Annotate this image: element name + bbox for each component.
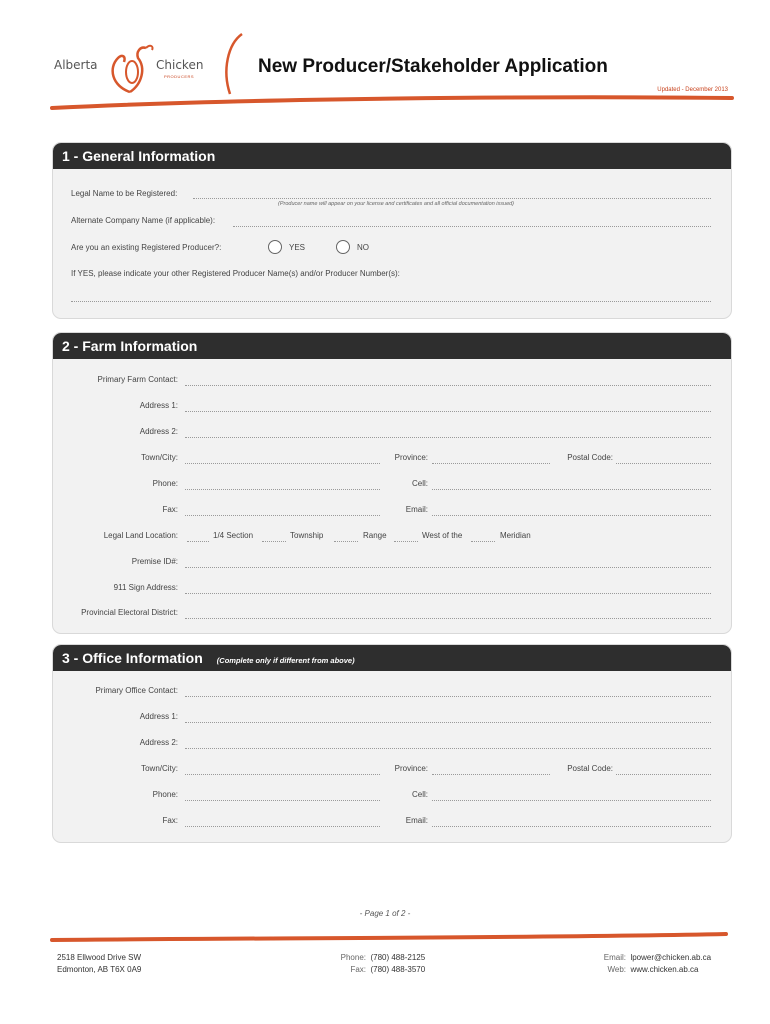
no-label: NO [357,243,369,252]
township-label: Township [290,531,324,540]
office-address2-field[interactable] [185,748,711,749]
if-yes-label: If YES, please indicate your other Registered Producer Name(s) and/or Producer Number(s): [71,269,400,278]
legal-name-hint: (Producer name will appear on your license and certificates and all official documentation issued) [278,201,515,207]
office-address1-label: Address 1: [139,712,178,721]
office-town-field[interactable] [185,774,380,775]
email-label: Email: [603,953,626,962]
west-of-label: West of the [422,531,463,540]
farm-address2-label: Address 2: [139,427,178,436]
page-title: New Producer/Stakeholder Application [258,56,608,77]
premise-id-label: Premise ID#: [131,557,178,566]
alternate-company-field[interactable] [233,226,711,227]
range-label: Range [363,531,387,540]
farm-fax-field[interactable] [185,515,380,516]
footer-phone-fax [330,952,425,976]
logo-text-right: Chicken [156,58,204,72]
farm-province-label: Province: [394,453,428,462]
office-cell-label: Cell: [411,790,428,799]
section-note: (Complete only if different from above) [216,656,355,665]
meridian-label: Meridian [500,531,531,540]
office-email-field[interactable] [432,826,711,827]
primary-office-contact-label: Primary Office Contact: [95,686,178,695]
office-address2-label: Address 2: [139,738,178,747]
footer-contact [590,952,711,976]
office-province-field[interactable] [432,774,550,775]
section-heading-text: 2 - Farm Information [62,338,198,354]
yes-label: YES [289,243,306,252]
section-heading [53,333,731,359]
office-phone-label: Phone: [152,790,178,799]
primary-office-contact-field[interactable] [185,696,711,697]
primary-farm-contact-field[interactable] [185,385,711,386]
primary-farm-contact-label: Primary Farm Contact: [97,375,178,384]
office-town-label: Town/City: [141,764,178,773]
farm-province-field[interactable] [432,463,550,464]
electoral-district-field[interactable] [185,618,711,619]
section-heading [53,645,731,671]
office-phone-field[interactable] [185,800,380,801]
no-radio[interactable] [336,240,350,254]
farm-email-field[interactable] [432,515,711,516]
logo-subtext: PRODUCERS [164,74,195,79]
farm-phone-field[interactable] [185,489,380,490]
farm-postal-label: Postal Code: [567,453,613,462]
alternate-company-label: Alternate Company Name (if applicable): [71,216,216,225]
fax-value: (780) 488-3570 [370,965,426,974]
farm-phone-label: Phone: [152,479,178,488]
other-producer-field[interactable] [71,301,711,302]
office-email-label: Email: [405,816,428,825]
office-postal-label: Postal Code: [567,764,613,773]
land-location-label: Legal Land Location: [103,531,178,540]
farm-cell-label: Cell: [411,479,428,488]
office-cell-field[interactable] [432,800,711,801]
quarter-section-field[interactable] [187,541,209,542]
farm-email-label: Email: [405,505,428,514]
yes-radio[interactable] [268,240,282,254]
address-line-1: 2518 Ellwood Drive SW [57,953,142,962]
section-heading-text: 1 - General Information [62,148,216,164]
premise-id-field[interactable] [185,567,711,568]
farm-address1-label: Address 1: [139,401,178,410]
office-fax-label: Fax: [162,816,178,825]
west-of-field-lead[interactable] [394,541,418,542]
office-fax-field[interactable] [185,826,380,827]
section-heading-text: 3 - Office Information [62,650,203,666]
farm-town-label: Town/City: [141,453,178,462]
legal-name-field[interactable] [193,198,711,199]
farm-town-field[interactable] [185,463,380,464]
section-general-information [52,142,732,319]
web-label: Web: [607,965,626,974]
address-line-2: Edmonton, AB T6X 0A9 [57,965,142,974]
web-link[interactable]: www.chicken.ab.ca [630,965,699,974]
phone-value: (780) 488-2125 [370,953,426,962]
farm-postal-field[interactable] [616,463,711,464]
farm-cell-field[interactable] [432,489,711,490]
office-province-label: Province: [394,764,428,773]
range-field-lead[interactable] [334,541,358,542]
farm-address1-field[interactable] [185,411,711,412]
office-postal-field[interactable] [616,774,711,775]
fax-label: Fax: [350,965,366,974]
quarter-section-label: 1/4 Section [213,531,254,540]
farm-address2-field[interactable] [185,437,711,438]
section-heading [53,143,731,169]
footer-address [57,952,141,976]
township-field-lead[interactable] [262,541,286,542]
electoral-district-label: Provincial Electoral District: [81,608,178,617]
office-address1-field[interactable] [185,722,711,723]
updated-date: Updated - December 2013 [657,87,728,93]
farm-fax-label: Fax: [162,505,178,514]
phone-label: Phone: [340,953,366,962]
logo-text-left: Alberta [54,58,98,72]
page-number: - Page 1 of 2 - [359,909,411,918]
footer-swoosh [50,930,730,944]
sign-address-label: 911 Sign Address: [113,583,178,592]
existing-producer-label: Are you an existing Registered Producer?: [71,243,222,252]
email-link[interactable]: lpower@chicken.ab.ca [630,953,712,962]
legal-name-label: Legal Name to be Registered: [71,189,178,198]
meridian-field-lead[interactable] [471,541,495,542]
sign-address-field[interactable] [185,593,711,594]
